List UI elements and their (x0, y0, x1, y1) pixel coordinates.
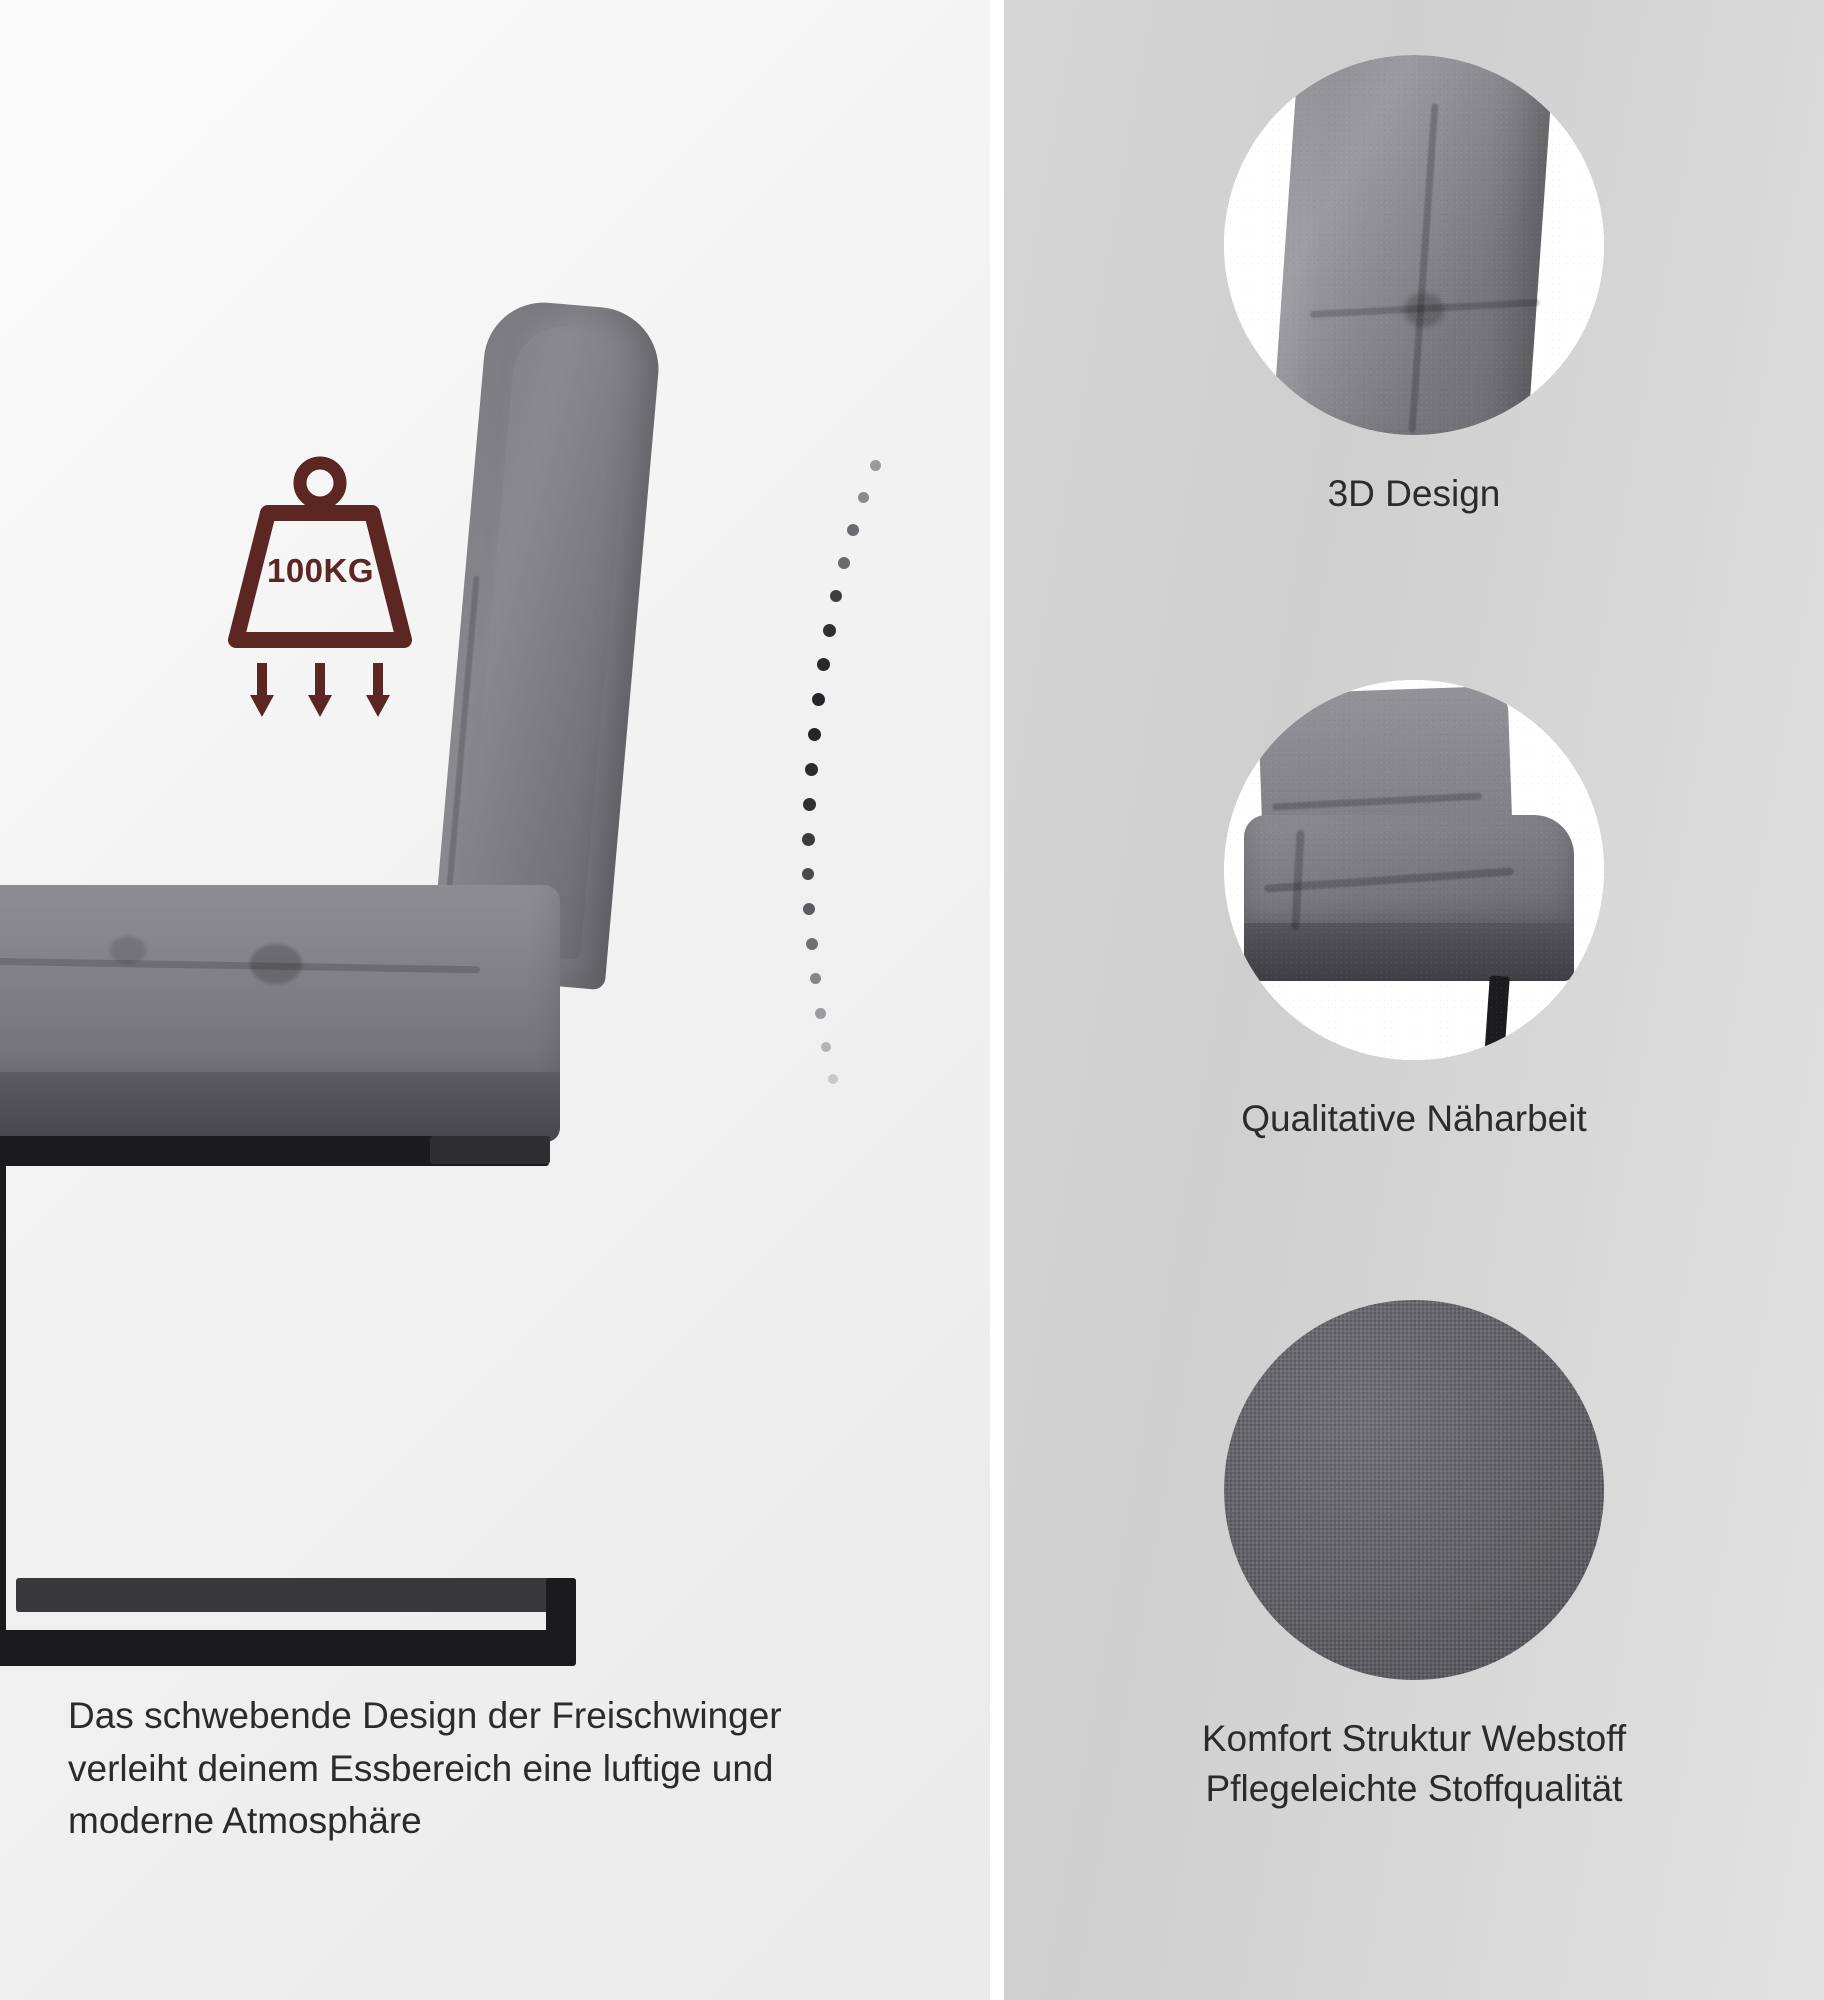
weight-capacity-label: 100KG (266, 552, 375, 589)
chair-frame-bottom-rail (0, 1630, 574, 1666)
left-caption-text: Das schwebende Design der Freischwinger verleiht deinem Essbereich eine luftige und moderne Atmosphäre (68, 1695, 782, 1842)
feature-fabric-label-line1: Komfort Struktur Webstoff (1201, 1718, 1627, 1759)
chair-frame-bottom-rail-inner (16, 1578, 576, 1612)
feature-3d-design-label: 3D Design (1327, 473, 1501, 514)
chair-frame-front-post (0, 1136, 6, 1666)
chair-frame-connector (430, 1136, 550, 1164)
feature-fabric-label (1004, 1714, 1824, 1814)
fabric-texture-closeup-image (1224, 1300, 1604, 1680)
seat-stitching-closeup-image (1224, 680, 1604, 1060)
chair-frame-rear-post (546, 1578, 576, 1666)
feature-stitching-label: Qualitative Näharbeit (1241, 1098, 1587, 1139)
right-panel (1004, 0, 1824, 2000)
chair-seat-apron (0, 1072, 560, 1142)
panel-divider (990, 0, 1004, 2000)
feature-stitching (1004, 680, 1824, 1144)
feature-fabric-label-line2: Pflegeleichte Stoffqualität (1205, 1767, 1623, 1809)
chair-illustration (0, 330, 840, 1660)
feature-fabric (1004, 1300, 1824, 1814)
feature-3d-design (1004, 55, 1824, 519)
backrest-closeup-image (1224, 55, 1604, 435)
